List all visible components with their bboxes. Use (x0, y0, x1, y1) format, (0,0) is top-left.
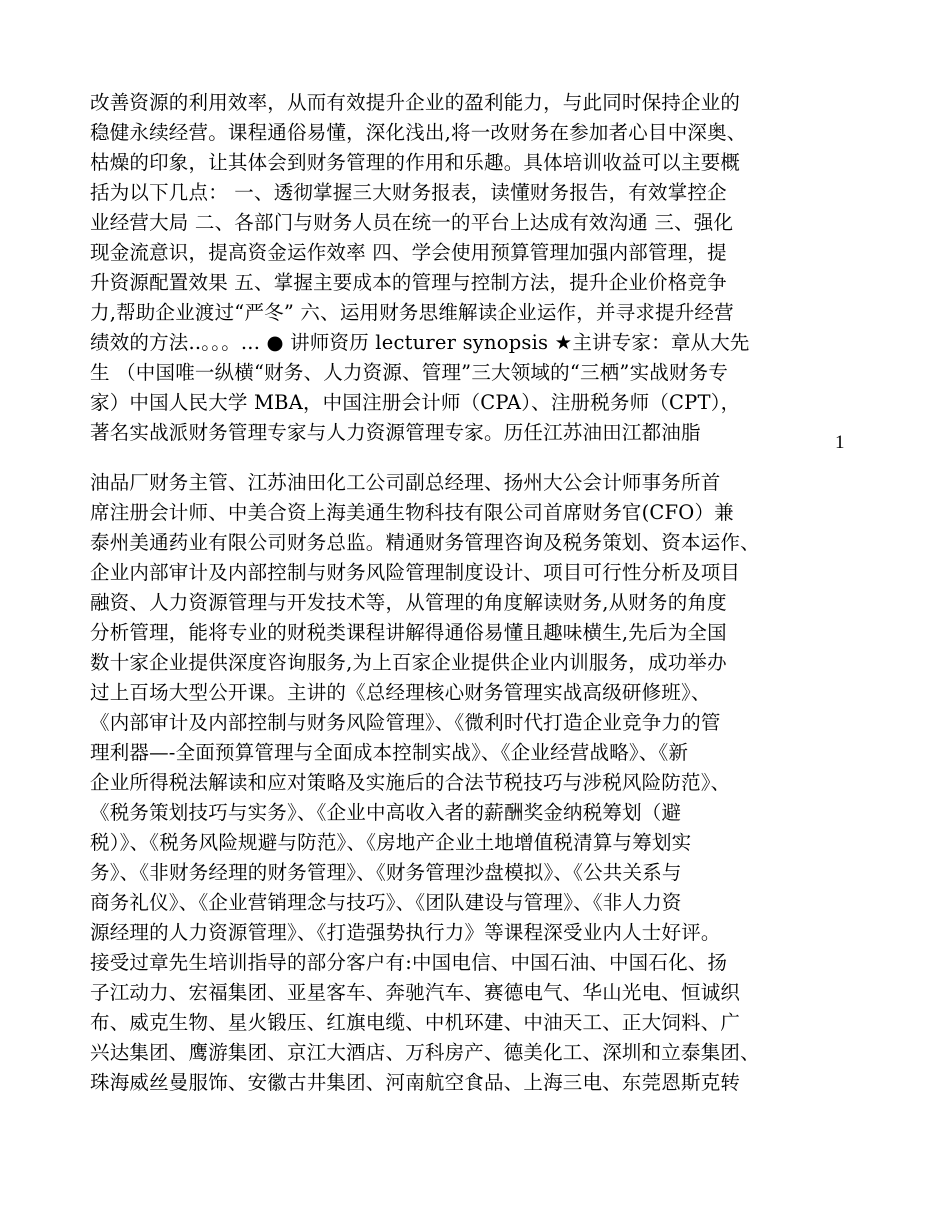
text-line: 《税务策划技巧与实务》、《企业中高收入者的薪酬奖金纳税筹划（避 (90, 801, 682, 824)
text-line: 源经理的人力资源管理》、《打造强势执行力》等课程深受业内人士好评。 (90, 921, 721, 944)
text-line: 过上百场大型公开课。主讲的《总经理核心财务管理实战高级研修班》、 (90, 681, 711, 704)
text-line: 布、威克生物、星火锻压、红旗电缆、中机环建、中油天工、正大饲料、广 (90, 1011, 741, 1034)
text-line: 商务礼仪》、《企业营销理念与技巧》、《团队建设与管理》、《非人力资 (90, 891, 682, 914)
text-line: 珠海威丝曼服饰、安徽古井集团、河南航空食品、上海三电、东莞恩斯克转 (90, 1071, 741, 1094)
text-line: 接受过章先生培训指导的部分客户有:中国电信、中国石油、中国石化、扬 (90, 951, 728, 974)
text-line: 子江动力、宏福集团、亚星客车、奔驰汽车、赛德电气、华山光电、恒诚织 (90, 981, 741, 1004)
text-line: 括为以下几点： 一、透彻掌握三大财务报表，读懂财务报告，有效掌控企 (90, 181, 727, 204)
text-line: 绩效的方法..。。。... ● 讲师资历 lecturer synopsis ★主讲专家：章从大先 (90, 331, 750, 354)
text-line: 改善资源的利用效率，从而有效提升企业的盈利能力，与此同时保持企业的 (90, 91, 741, 114)
text-line: 业经营大局 二、各部门与财务人员在统一的平台上达成有效沟通 三、强化 (90, 211, 734, 234)
text-line: 现金流意识，提高资金运作效率 四、学会使用预算管理加强内部管理，提 (90, 241, 727, 264)
text-line: 务》、《非财务经理的财务管理》、《财务管理沙盘模拟》、《公共关系与 (90, 861, 682, 884)
text-line: 理利器—-全面预算管理与全面成本控制实战》、《企业经营战略》、《新 (90, 741, 689, 764)
text-line: 油品厂财务主管、江苏油田化工公司副总经理、扬州大公会计师事务所首 (90, 471, 721, 494)
text-line: 《内部审计及内部控制与财务风险管理》、《微利时代打造企业竞争力的管 (90, 711, 721, 734)
text-line: 企业所得税法解读和应对策略及实施后的合法节税技巧与涉税风险防范》、 (90, 771, 731, 794)
text-line: 力,帮助企业渡过“严冬” 六、运用财务思维解读企业运作，并寻求提升经营 (90, 301, 734, 324)
text-line: 分析管理，能将专业的财税类课程讲解得通俗易懂且趣味横生,先后为全国 (90, 621, 727, 644)
text-line: 家）中国人民大学 MBA，中国注册会计师（CPA）、注册税务师（CPT）， (90, 391, 741, 414)
text-line: 数十家企业提供深度咨询服务,为上百家企业提供企业内训服务，成功举办 (90, 651, 727, 674)
text-line: 著名实战派财务管理专家与人力资源管理专家。历任江苏油田江都油脂 (90, 421, 701, 444)
text-line: 企业内部审计及内部控制与财务风险管理制度设计、项目可行性分析及项目 (90, 561, 741, 584)
text-line: 泰州美通药业有限公司财务总监。精通财务管理咨询及税务策划、资本运作、 (90, 531, 760, 554)
text-line: 枯燥的印象，让其体会到财务管理的作用和乐趣。具体培训收益可以主要概 (90, 151, 741, 174)
text-line: 升资源配置效果 五、掌握主要成本的管理与控制方法，提升企业价格竞争 (90, 271, 727, 294)
paragraph-lecturer-bio (90, 468, 880, 1098)
text-line: 席注册会计师、中美合资上海美通生物科技有限公司首席财务官(CFO）兼 (90, 501, 734, 524)
page-number: 1 (835, 432, 845, 453)
text-line: 稳健永续经营。课程通俗易懂，深化浅出,将一改财务在参加者心目中深奥、 (90, 121, 747, 144)
text-line: 税）》、《税务风险规避与防范》、《房地产企业土地增值税清算与筹划实 (90, 831, 692, 854)
text-line: 生 （中国唯一纵横“财务、人力资源、管理”三大领域的“三栖”实战财务专 (90, 361, 729, 384)
paragraph-course-benefits (90, 88, 880, 448)
text-line: 兴达集团、鹰游集团、京江大酒店、万科房产、德美化工、深圳和立泰集团、 (90, 1041, 760, 1064)
text-line: 融资、人力资源管理与开发技术等，从管理的角度解读财务,从财务的角度 (90, 591, 727, 614)
